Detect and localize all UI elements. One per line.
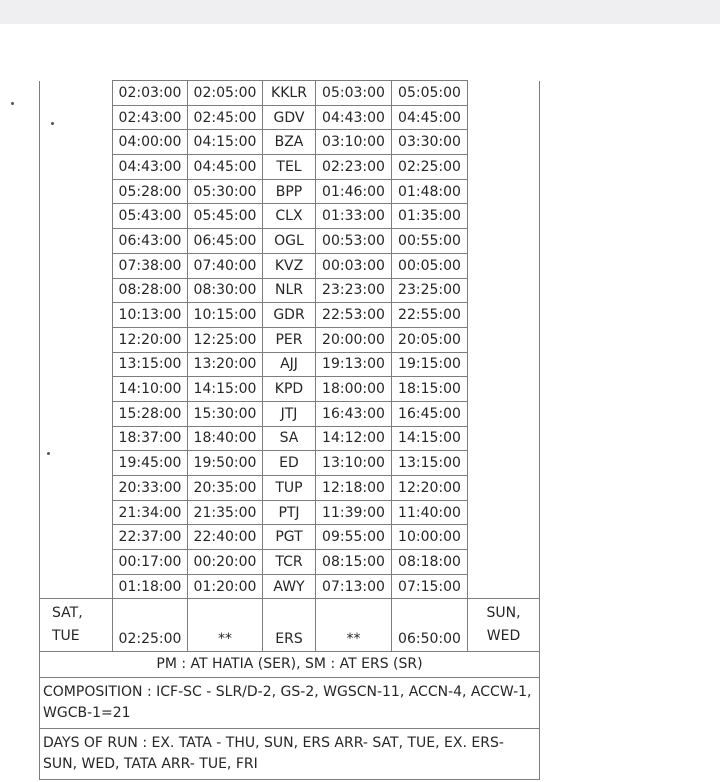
departure-time: 21:35:00 <box>188 500 263 525</box>
blank-cell <box>40 550 113 575</box>
return-arrival-time: ** <box>316 599 392 652</box>
table-row <box>40 550 540 575</box>
return-departure-time: 13:15:00 <box>392 451 468 476</box>
station-code: KPD <box>263 377 316 402</box>
blank-cell <box>468 229 540 254</box>
blank-cell <box>40 155 113 180</box>
blank-cell <box>468 81 540 106</box>
blank-cell <box>40 130 113 155</box>
return-departure-time: 18:15:00 <box>392 377 468 402</box>
station-code: NLR <box>263 278 316 303</box>
return-arrival-time: 20:00:00 <box>316 327 392 352</box>
blank-cell <box>468 204 540 229</box>
return-arrival-time: 12:18:00 <box>316 476 392 501</box>
table-row <box>40 327 540 352</box>
departure-time: 22:40:00 <box>188 525 263 550</box>
departure-time: 00:20:00 <box>188 550 263 575</box>
departure-time: 06:45:00 <box>188 229 263 254</box>
table-row <box>40 476 540 501</box>
table-row <box>40 253 540 278</box>
blank-cell <box>468 130 540 155</box>
departure-time: 14:15:00 <box>188 377 263 402</box>
blank-cell <box>40 179 113 204</box>
station-code: GDV <box>263 105 316 130</box>
composition-row <box>40 678 540 729</box>
return-arrival-time: 04:43:00 <box>316 105 392 130</box>
table-row <box>40 426 540 451</box>
table-row <box>40 155 540 180</box>
blank-cell <box>468 451 540 476</box>
departure-time: 19:50:00 <box>188 451 263 476</box>
return-departure-time: 19:15:00 <box>392 352 468 377</box>
station-code: BPP <box>263 179 316 204</box>
blank-cell <box>40 105 113 130</box>
blank-cell <box>468 278 540 303</box>
return-arrival-time: 00:03:00 <box>316 253 392 278</box>
station-code: OGL <box>263 229 316 254</box>
departure-time: 20:35:00 <box>188 476 263 501</box>
arrival-time: 06:43:00 <box>113 229 188 254</box>
left-day-1: SAT, <box>52 605 83 622</box>
blank-cell <box>40 278 113 303</box>
return-arrival-time: 23:23:00 <box>316 278 392 303</box>
arrival-time: 08:28:00 <box>113 278 188 303</box>
timetable-final-row <box>40 599 540 652</box>
blank-cell <box>40 574 113 599</box>
blank-cell <box>468 327 540 352</box>
arrival-time: 18:37:00 <box>113 426 188 451</box>
return-arrival-time: 11:39:00 <box>316 500 392 525</box>
return-departure-time: 01:48:00 <box>392 179 468 204</box>
return-departure-time: 03:30:00 <box>392 130 468 155</box>
blank-cell <box>40 451 113 476</box>
arrival-time: 05:28:00 <box>113 179 188 204</box>
table-row <box>40 130 540 155</box>
return-arrival-time: 14:12:00 <box>316 426 392 451</box>
station-code: SA <box>263 426 316 451</box>
blank-cell <box>468 550 540 575</box>
right-day-2: WED <box>486 628 521 645</box>
return-departure-time: 10:00:00 <box>392 525 468 550</box>
scan-speck <box>11 102 14 105</box>
arrival-time: 05:43:00 <box>113 204 188 229</box>
departure-time: 01:20:00 <box>188 574 263 599</box>
blank-cell <box>40 327 113 352</box>
blank-cell <box>468 525 540 550</box>
table-row <box>40 451 540 476</box>
return-departure-time: 20:05:00 <box>392 327 468 352</box>
composition-note: COMPOSITION : ICF-SC - SLR/D-2, GS-2, WGSCN-11, ACCN-4, ACCW-1, WGCB-1=21 <box>40 678 540 729</box>
return-departure-time: 00:55:00 <box>392 229 468 254</box>
departure-time: ** <box>188 599 263 652</box>
blank-cell <box>40 81 113 106</box>
left-day-2: TUE <box>52 628 80 645</box>
arrival-time: 00:17:00 <box>113 550 188 575</box>
station-code: KVZ <box>263 253 316 278</box>
return-arrival-time: 13:10:00 <box>316 451 392 476</box>
maintenance-note: PM : AT HATIA (SER), SM : AT ERS (SR) <box>40 652 540 678</box>
timetable-body <box>40 81 540 599</box>
blank-cell <box>40 401 113 426</box>
table-row <box>40 229 540 254</box>
arrival-time: 04:00:00 <box>113 130 188 155</box>
return-departure-time: 08:18:00 <box>392 550 468 575</box>
station-code: PER <box>263 327 316 352</box>
arrival-time: 13:15:00 <box>113 352 188 377</box>
table-row <box>40 81 540 106</box>
station-code: ED <box>263 451 316 476</box>
right-days-cell <box>468 599 540 652</box>
blank-cell <box>468 352 540 377</box>
arrival-time: 10:13:00 <box>113 303 188 328</box>
departure-time: 12:25:00 <box>188 327 263 352</box>
maintenance-row <box>40 652 540 678</box>
blank-cell <box>468 105 540 130</box>
return-departure-time: 16:45:00 <box>392 401 468 426</box>
return-departure-time: 05:05:00 <box>392 81 468 106</box>
blank-cell <box>468 574 540 599</box>
departure-time: 13:20:00 <box>188 352 263 377</box>
departure-time: 04:15:00 <box>188 130 263 155</box>
blank-cell <box>468 155 540 180</box>
return-departure-time: 14:15:00 <box>392 426 468 451</box>
station-code: KKLR <box>263 81 316 106</box>
station-code: JTJ <box>263 401 316 426</box>
return-departure-time: 01:35:00 <box>392 204 468 229</box>
station-code: TCR <box>263 550 316 575</box>
table-row <box>40 204 540 229</box>
table-row <box>40 179 540 204</box>
arrival-time: 12:20:00 <box>113 327 188 352</box>
arrival-time: 01:18:00 <box>113 574 188 599</box>
blank-cell <box>40 426 113 451</box>
blank-cell <box>40 476 113 501</box>
return-departure-time: 22:55:00 <box>392 303 468 328</box>
station-code: AWY <box>263 574 316 599</box>
departure-time: 02:05:00 <box>188 81 263 106</box>
departure-time: 02:45:00 <box>188 105 263 130</box>
station-code: BZA <box>263 130 316 155</box>
arrival-time: 22:37:00 <box>113 525 188 550</box>
table-row <box>40 574 540 599</box>
departure-time: 18:40:00 <box>188 426 263 451</box>
blank-cell <box>468 253 540 278</box>
station-code: ERS <box>263 599 316 652</box>
right-day-1: SUN, <box>486 605 521 622</box>
departure-time: 07:40:00 <box>188 253 263 278</box>
blank-cell <box>40 500 113 525</box>
blank-cell <box>40 377 113 402</box>
return-departure-time: 06:50:00 <box>392 599 468 652</box>
arrival-time: 20:33:00 <box>113 476 188 501</box>
table-row <box>40 303 540 328</box>
station-code: AJJ <box>263 352 316 377</box>
days-of-run-note: DAYS OF RUN : EX. TATA - THU, SUN, ERS ARR- SAT, TUE, EX. ERS- SUN, WED, TATA ARR- TUE, FRI <box>40 729 540 780</box>
station-code: PTJ <box>263 500 316 525</box>
blank-cell <box>468 303 540 328</box>
station-code: GDR <box>263 303 316 328</box>
station-code: PGT <box>263 525 316 550</box>
blank-cell <box>468 476 540 501</box>
arrival-time: 14:10:00 <box>113 377 188 402</box>
return-arrival-time: 19:13:00 <box>316 352 392 377</box>
blank-cell <box>40 229 113 254</box>
blank-cell <box>40 204 113 229</box>
return-arrival-time: 08:15:00 <box>316 550 392 575</box>
arrival-time: 02:03:00 <box>113 81 188 106</box>
return-arrival-time: 22:53:00 <box>316 303 392 328</box>
arrival-time: 07:38:00 <box>113 253 188 278</box>
return-departure-time: 02:25:00 <box>392 155 468 180</box>
table-row <box>40 500 540 525</box>
blank-cell <box>468 179 540 204</box>
return-departure-time: 04:45:00 <box>392 105 468 130</box>
departure-time: 15:30:00 <box>188 401 263 426</box>
blank-cell <box>40 525 113 550</box>
timetable <box>39 80 540 780</box>
return-arrival-time: 07:13:00 <box>316 574 392 599</box>
blank-cell <box>40 253 113 278</box>
left-days-cell <box>40 599 113 652</box>
return-arrival-time: 05:03:00 <box>316 81 392 106</box>
return-departure-time: 00:05:00 <box>392 253 468 278</box>
return-arrival-time: 03:10:00 <box>316 130 392 155</box>
departure-time: 04:45:00 <box>188 155 263 180</box>
departure-time: 10:15:00 <box>188 303 263 328</box>
table-row <box>40 377 540 402</box>
return-arrival-time: 18:00:00 <box>316 377 392 402</box>
return-arrival-time: 02:23:00 <box>316 155 392 180</box>
viewer-top-bar <box>0 0 720 25</box>
blank-cell <box>468 426 540 451</box>
blank-cell <box>468 500 540 525</box>
station-code: TUP <box>263 476 316 501</box>
blank-cell <box>40 352 113 377</box>
arrival-time: 04:43:00 <box>113 155 188 180</box>
return-arrival-time: 00:53:00 <box>316 229 392 254</box>
return-departure-time: 23:25:00 <box>392 278 468 303</box>
arrival-time: 02:25:00 <box>113 599 188 652</box>
return-departure-time: 07:15:00 <box>392 574 468 599</box>
arrival-time: 19:45:00 <box>113 451 188 476</box>
arrival-time: 21:34:00 <box>113 500 188 525</box>
departure-time: 05:45:00 <box>188 204 263 229</box>
table-row <box>40 525 540 550</box>
table-row <box>40 105 540 130</box>
blank-cell <box>468 377 540 402</box>
blank-cell <box>40 303 113 328</box>
departure-time: 05:30:00 <box>188 179 263 204</box>
departure-time: 08:30:00 <box>188 278 263 303</box>
table-row <box>40 401 540 426</box>
arrival-time: 15:28:00 <box>113 401 188 426</box>
station-code: TEL <box>263 155 316 180</box>
return-arrival-time: 16:43:00 <box>316 401 392 426</box>
return-arrival-time: 01:46:00 <box>316 179 392 204</box>
return-arrival-time: 09:55:00 <box>316 525 392 550</box>
table-row <box>40 352 540 377</box>
days-of-run-row <box>40 729 540 780</box>
blank-cell <box>468 401 540 426</box>
return-departure-time: 12:20:00 <box>392 476 468 501</box>
return-departure-time: 11:40:00 <box>392 500 468 525</box>
station-code: CLX <box>263 204 316 229</box>
arrival-time: 02:43:00 <box>113 105 188 130</box>
table-row <box>40 278 540 303</box>
return-arrival-time: 01:33:00 <box>316 204 392 229</box>
